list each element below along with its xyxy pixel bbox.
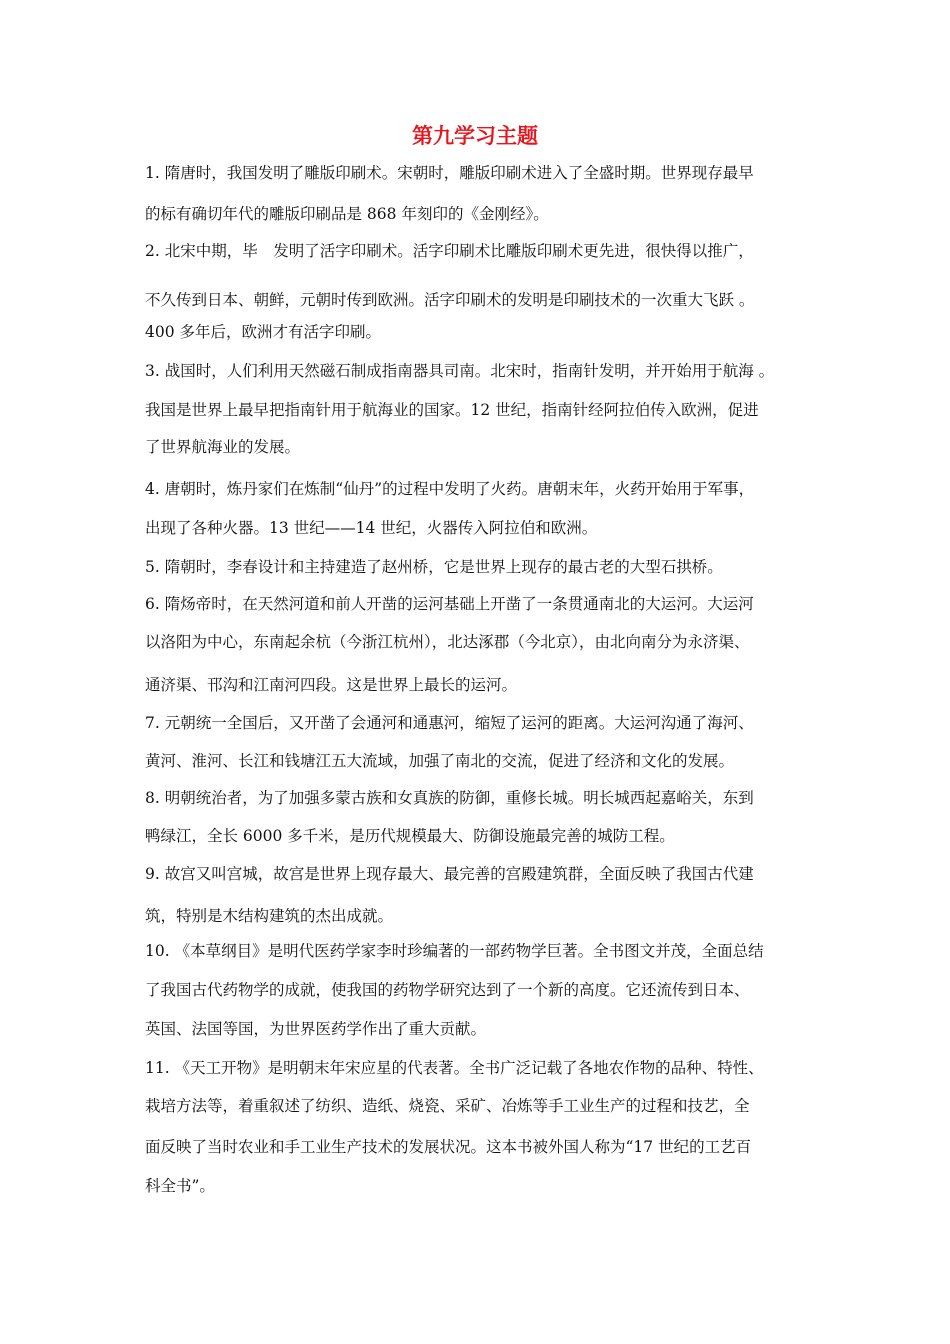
text-line: 面反映了当时农业和手工业生产技术的发展状况。这本书被外国人称为“17 世纪的工艺百 <box>145 1138 752 1156</box>
text-line: 栽培方法等，着重叙述了纺织、造纸、烧瓷、采矿、冶炼等手工业生产的过程和技艺，全 <box>145 1097 750 1115</box>
text-line: 3. 战国时，人们利用天然磁石制成指南器具司南。北宋时，指南针发明，并开始用于航海 。 <box>145 362 775 380</box>
text-line: 了我国古代药物学的成就，使我国的药物学研究达到了一个新的高度。它还流传到日本、 <box>145 981 750 999</box>
text-line: 鸭绿江，全长 6000 多千米，是历代规模最大、防御设施最完善的城防工程。 <box>145 827 675 845</box>
text-line: 科全书”。 <box>145 1177 215 1195</box>
page-title: 第九学习主题 <box>412 124 538 148</box>
text-line: 400 多年后，欧洲才有活字印刷。 <box>145 323 382 341</box>
text-line: 不久传到日本、朝鲜，元朝时传到欧洲。活字印刷术的发明是印刷技术的一次重大飞跃 。 <box>145 291 755 309</box>
text-line: 英国、法国等国，为世界医药学作出了重大贡献。 <box>145 1020 487 1038</box>
text-line: 了世界航海业的发展。 <box>145 438 301 456</box>
text-line: 筑，特别是木结构建筑的杰出成就。 <box>145 907 394 925</box>
text-line: 黄河、淮河、长江和钱塘江五大流域，加强了南北的交流，促进了经济和文化的发展。 <box>145 752 735 770</box>
text-line: 我国是世界上最早把指南针用于航海业的国家。12 世纪，指南针经阿拉伯传入欧洲，促进 <box>145 401 759 419</box>
text-line: 4. 唐朝时，炼丹家们在炼制“仙丹”的过程中发明了火药。唐朝末年，火药开始用于军事， <box>145 480 755 498</box>
text-line: 出现了各种火器。13 世纪——14 世纪，火器传入阿拉伯和欧洲。 <box>145 519 598 537</box>
text-line: 2. 北宋中期，毕 发明了活字印刷术。活字印刷术比雕版印刷术更先进，很快得以推广， <box>145 242 754 260</box>
text-line: 5. 隋朝时，李春设计和主持建造了赵州桥，它是世界上现存的最古老的大型石拱桥。 <box>145 558 723 576</box>
text-line: 的标有确切年代的雕版印刷品是 868 年刻印的《金刚经》。 <box>145 205 549 223</box>
text-line: 11. 《天工开物》是明朝末年宋应星的代表著。全书广泛记载了各地农作物的品种、特性、 <box>145 1059 764 1077</box>
text-line: 9. 故宫又叫宫城，故宫是世界上现存最大、最完善的宫殿建筑群，全面反映了我国古代建 <box>145 865 754 883</box>
text-line: 1. 隋唐时，我国发明了雕版印刷术。宋朝时，雕版印刷术进入了全盛时期。世界现存最早 <box>145 164 754 182</box>
text-line: 8. 明朝统治者，为了加强多蒙古族和女真族的防御，重修长城。明长城西起嘉峪关，东到 <box>145 789 754 807</box>
text-line: 10. 《本草纲目》是明代医药学家李时珍编著的一部药物学巨著。全书图文并茂，全面总结 <box>145 942 764 960</box>
text-line: 6. 隋炀帝时，在天然河道和前人开凿的运河基础上开凿了一条贯通南北的大运河。大运河 <box>145 595 754 613</box>
text-line: 7. 元朝统一全国后，又开凿了会通河和通惠河，缩短了运河的距离。大运河沟通了海河、 <box>145 714 754 732</box>
text-line: 通济渠、邗沟和江南河四段。这是世界上最长的运河。 <box>145 676 518 694</box>
text-line: 以洛阳为中心，东南起余杭（今浙江杭州），北达涿郡（今北京），由北向南分为永济渠、 <box>145 633 750 651</box>
